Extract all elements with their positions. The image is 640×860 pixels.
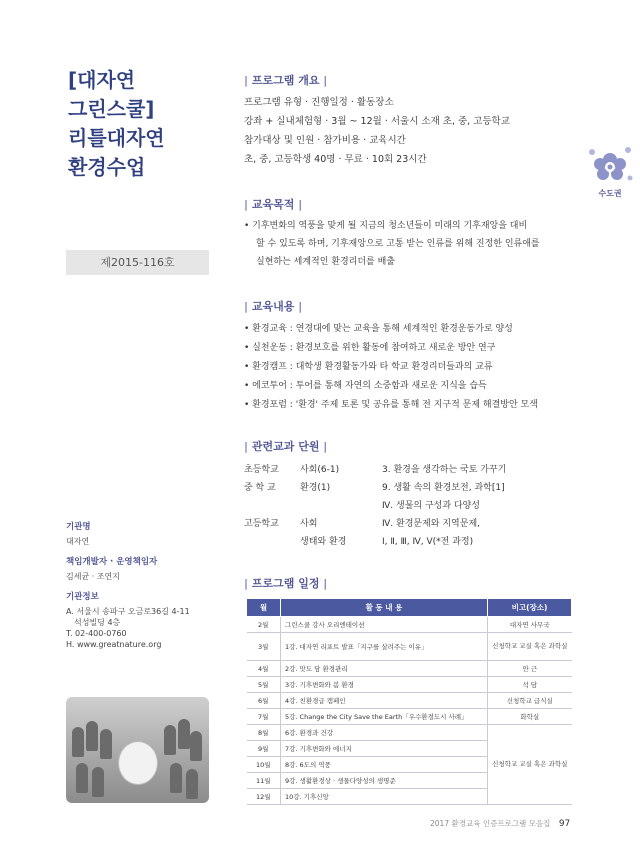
people-value: 김세균 · 조연지	[66, 572, 120, 581]
cell-activity: 4강. 친환경급 캠페인	[281, 693, 488, 709]
footer-text: 2017 환경교육 인증프로그램 모음집	[430, 819, 551, 828]
title-line-1: [대자연	[68, 68, 136, 92]
subject-unit: Ⅳ. 생물의 구성과 다양성	[382, 501, 480, 511]
purpose-line-3: 실현하는 세계적인 환경리더를 배출	[256, 257, 395, 267]
cell-month: 10월	[247, 757, 281, 773]
cell-month: 9월	[247, 741, 281, 757]
table-row	[247, 725, 572, 741]
telephone: T. 02-400-0760	[66, 629, 127, 638]
subject-name: 사회	[300, 519, 318, 529]
overview-line-4: 초, 중, 고등학생 40명 · 무료 · 10회 23시간	[244, 154, 427, 165]
cell-note: 화학실	[488, 709, 572, 725]
table-row	[247, 709, 572, 725]
overview-line-1: 프로그램 유형 · 진행일정 · 활동장소	[244, 97, 394, 108]
cell-month: 4월	[247, 661, 281, 677]
cell-activity: 8강. 6도의 역풍	[281, 757, 488, 773]
cell-activity: 그린스쿨 강사 오리엔테이션	[281, 617, 488, 633]
table-row	[247, 633, 572, 661]
title-line-3: 리틀대자연	[68, 126, 165, 150]
org-label: 기관명	[66, 522, 91, 532]
subject-level: 초등학교	[244, 465, 279, 475]
cell-month: 8월	[247, 725, 281, 741]
address-line-1: A. 서울시 송파구 오금로36길 4-11	[66, 607, 190, 616]
page-footer	[430, 818, 570, 829]
overview-title: | 프로그램 개요 |	[244, 74, 328, 87]
table-row	[247, 677, 572, 693]
header-month: 월	[247, 599, 281, 617]
cell-month: 2월	[247, 617, 281, 633]
cell-note: 석 담	[488, 677, 572, 693]
cell-activity: 9강. 생활환경상 · 생물다양성의 생명준	[281, 773, 488, 789]
cell-note: 신청학교 교실 혹은 과학실	[488, 725, 572, 805]
contact-label: 기관정보	[66, 592, 99, 602]
overview-line-2: 강좌 + 실내체험형 · 3월 ~ 12월 · 서울시 소재 초, 중, 고등학교	[244, 116, 510, 127]
subject-unit: 9. 생활 속의 환경보전, 과학[1]	[382, 483, 505, 493]
cell-activity: 1강. 대자연 리포트 발표「지구를 살려주는 이유」	[281, 633, 488, 661]
people-label: 책임개발자 · 운영책임자	[66, 557, 158, 567]
cell-activity: 7강. 기후변화와 에너지	[281, 741, 488, 757]
subject-name: 사회(6-1)	[300, 465, 340, 475]
subject-level: 중 학 교	[244, 483, 276, 493]
cell-activity: 3강. 기후변화와 봄 환경	[281, 677, 488, 693]
subject-level: 고등학교	[244, 519, 279, 529]
cell-activity: 5강. Change the City Save the Earth「우수환경도시 사례」	[281, 709, 488, 725]
overview-line-3: 참가대상 및 인원 · 참가비용 · 교육시간	[244, 135, 406, 146]
cell-month: 5월	[247, 677, 281, 693]
program-title	[68, 66, 228, 182]
cell-note: 신청학교 교실 혹은 과학실	[488, 633, 572, 661]
table-row	[247, 661, 572, 677]
subject-unit: 3. 환경을 생각하는 국토 가꾸기	[382, 465, 507, 475]
cell-month: 11월	[247, 773, 281, 789]
cell-month: 12월	[247, 789, 281, 805]
cell-activity: 2강. 맛도 담 환경관리	[281, 661, 488, 677]
homepage: H. www.greatnature.org	[66, 640, 162, 649]
schedule-title: | 프로그램 일정 |	[244, 577, 328, 590]
mascot	[118, 741, 158, 785]
header-note: 비고(장소)	[488, 599, 572, 617]
subject-name: 생태와 환경	[300, 537, 347, 547]
purpose-line-1: • 기후변화의 역풍을 맞게 될 지금의 청소년들이 미래의 기후재앙을 대비	[244, 221, 528, 231]
cell-activity: 6강. 환경과 건강	[281, 725, 488, 741]
group-photo	[66, 697, 209, 803]
contents-title: | 교육내용 |	[244, 300, 303, 313]
cell-month: 3월	[247, 633, 281, 661]
region-label: 수도권	[598, 189, 622, 198]
purpose-title: | 교육목적 |	[244, 198, 303, 211]
address-line-2: 석성빌딩 4층	[74, 618, 121, 627]
cell-note: 안 근	[488, 661, 572, 677]
contents-item: • 에코투어 : 투어를 통해 자연의 소중함과 새로운 지식을 습득	[244, 381, 487, 391]
cell-month: 7월	[247, 709, 281, 725]
certification-code: 제2015-116호	[66, 250, 209, 275]
subjects-title: | 관련교과 단원 |	[244, 440, 328, 453]
subject-name: 환경(1)	[300, 483, 331, 493]
org-value: 대자연	[66, 537, 90, 546]
cell-activity: 10강. 기후신앙	[281, 789, 488, 805]
schedule-table	[246, 598, 572, 805]
table-row	[247, 617, 572, 633]
page-number: 97	[558, 819, 571, 829]
table-header-row	[247, 599, 572, 617]
organization-info	[66, 520, 216, 650]
header-activity: 활 동 내 용	[281, 599, 488, 617]
contents-item: • 환경캠프 : 대학생 환경활동가와 타 학교 환경리더들과의 교류	[244, 362, 493, 372]
table-row	[247, 693, 572, 709]
contents-item: • 환경포럼 : '환경' 주제 토론 및 공유를 통해 전 지구적 문제 해결방안 모색	[244, 400, 538, 410]
contents-item: • 환경교육 : 연경대에 맞는 교육을 통해 세계적인 환경운동가로 양성	[244, 324, 513, 334]
cell-note: 신청학교 급식실	[488, 693, 572, 709]
title-line-2: 그린스쿨]	[68, 97, 155, 121]
cell-month: 6월	[247, 693, 281, 709]
subject-unit: Ⅰ, Ⅱ, Ⅲ, Ⅳ, Ⅴ(*전 과정)	[382, 537, 474, 547]
purpose-line-2: 할 수 있도록 하며, 기후재앙으로 고통 받는 인류를 위해 진정한 인류애를	[256, 239, 540, 249]
cell-note: 대자연 사무국	[488, 617, 572, 633]
contents-item: • 실천운동 : 환경보호를 위한 활동에 참여하고 새로운 방안 연구	[244, 343, 496, 353]
title-line-4: 환경수업	[68, 155, 146, 179]
subject-unit: Ⅳ. 환경문제와 지역문제,	[382, 519, 480, 529]
